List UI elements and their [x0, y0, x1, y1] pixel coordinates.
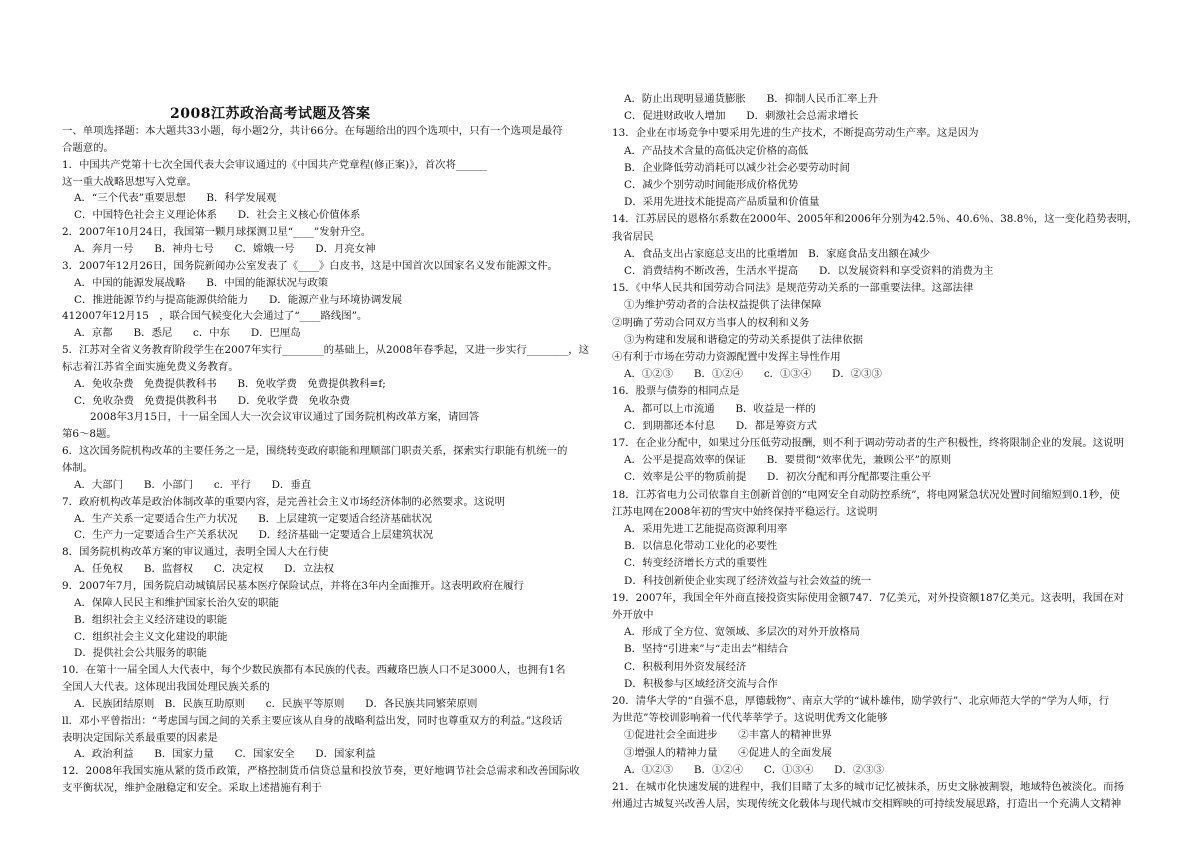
text-line: A．生产关系一定要适合生产力状况 B．上层建筑一定要适合经济基础状况 [74, 512, 433, 525]
text-line: 5．江苏对全省义务教育阶段学生在2007年实行________的基础上，从2008年春季起，又进一步实行________，这 [62, 344, 590, 357]
text-line: D．积极参与区域经济交流与合作 [624, 677, 778, 690]
text-line: 1．中国共产党第十七次全国代表大会审议通过的《中国共产党章程(修正案)》，首次将______ [62, 158, 488, 171]
text-line: ③为构建和发展和谐稳定的劳动关系提供了法律依据 [624, 333, 863, 346]
text-line: C．效率是公平的物质前提 D．初次分配和再分配都要注重公平 [624, 471, 932, 484]
text-line: 体制。 [62, 462, 94, 474]
text-line: B．以信息化带动工业化的必要性 [624, 540, 778, 553]
text-line: A．形成了全方位、宽领域、多层次的对外开放格局 [624, 626, 861, 639]
text-line: 412007年12月15 ，联合国气候变化大会通过了“____路线图”。 [62, 310, 368, 323]
text-line: 9．2007年7月，国务院启动城镇居民基本医疗保险试点，并将在3年内全面推开。这表明政府在履行 [62, 579, 524, 592]
text-line: D．科技创新使企业实现了经济效益与社会效益的统一 [624, 574, 872, 587]
text-line: 2008年3月15日，十一届全国人大一次会议审议通过了国务院机构改革方案，请回答 [90, 411, 480, 424]
text-line: C．免收杂费 免费提供教科书 D．免收学费 免收杂费 [74, 394, 351, 407]
text-line: A．防止出现明显通货膨胀 B．抑制人民币汇率上升 [624, 93, 879, 105]
text-line: 13．企业在市场竞争中要采用先进的生产技术，不断提高劳动生产率。这是因为 [612, 127, 979, 140]
text-line: D．提供社会公共服务的职能 [74, 647, 208, 660]
text-line: A．公平是提高效率的保证 B．要贯彻“效率优先，兼顾公平”的原则 [624, 454, 952, 467]
text-line: ③增强人的精神力量 ④促进人的全面发展 [624, 746, 832, 759]
text-line: 外开放中 [612, 609, 654, 621]
text-line: 合题意的。 [62, 141, 114, 154]
text-line: C．中国特色社会主义理论体系 D．社会主义核心价值体系 [74, 209, 361, 222]
text-line: C．促进财政收人增加 D．刺激社会总需求增长 [624, 110, 859, 123]
text-line: 2．2007年10月24日，我国第一颗月球探测卫星“____”发射升空。 [62, 226, 372, 239]
text-line: 江苏电网在2008年初的雪灾中始终保持平稳运行。这说明 [612, 505, 878, 518]
text-line: 7．政府机构改革是政治体制改革的重要内容，是完善社会主义市场经济体制的必然要求。这说明 [62, 495, 506, 508]
text-line: ①为维护劳动者的合法权益提供了法律保障 [624, 299, 822, 312]
text-line: C．组织社会主义文化建设的职能 [74, 630, 228, 643]
text-line: 第6～8题。 [62, 428, 117, 441]
text-line: 10．在第十一届全国人大代表中，每个少数民族都有本民族的代表。西藏珞巴族人口不足3000人，也拥有1名 [62, 664, 566, 677]
text-line: 14．江苏居民的恩格尔系数在2000年、2005年和2006年分别为42.5％、40.6％、38.8％，这一变化趋势表明， [612, 213, 1138, 226]
text-line: 6．这次国务院机构改革的主要任务之一是，围绕转变政府职能和理顺部门职责关系，探索实行职能有机统一的 [62, 445, 568, 458]
text-line: A．中国的能源发展战略 B．中国的能源状况与政策 [74, 276, 329, 289]
text-line: A．①②③ B．①②④ c．①③④ D．②③③ [624, 368, 882, 381]
text-line: 15．《中华人民共和国劳动合同法》是规范劳动关系的一部重要法律。这部法律 [612, 282, 974, 295]
text-line: A．保障人民民主和维护国家长治久安的职能 [74, 596, 279, 609]
text-line: 19．2007年，我国全年外商直接投资实际使用金额747．7亿美元，对外投资额187亿美元。这表明，我国在对 [612, 591, 1124, 604]
text-line: 8．国务院机构改革方案的审议通过，表明全国人大在行使 [62, 546, 329, 559]
text-line: ①促进社会全面进步 ②丰富人的精神世界 [624, 729, 832, 742]
text-line: A．①②③ B．①②④ C．①③④ D．②③③ [624, 763, 885, 776]
document-title: 2008江苏政治高考试题及答案 [170, 106, 371, 122]
text-line: A．任免权 B．监督权 C．决定权 D．立法权 [74, 563, 335, 576]
text-line: 我省居民 [612, 230, 654, 243]
text-line: C．消费结构不断改善，生活水平提高 D．以发展资料和享受资料的消费为主 [624, 265, 994, 277]
text-line: 这一重大战略思想写入党章。 [62, 175, 198, 188]
text-line: 全国人大代表。这体现出我国处理民族关系的 [62, 681, 270, 694]
text-line: A．免收杂费 免费提供教科书 B．免收学费 免费提供教科≡f; [74, 377, 386, 390]
text-line: 表明决定国际关系最重要的因素是 [62, 731, 218, 744]
text-line: A．民族团结原则 B．民族互助原则 c．民族平等原则 D．各民族共同繁荣原则 [74, 697, 478, 710]
text-line: A．采用先进工艺能提高资源利用率 [624, 523, 788, 535]
text-line: B．组织社会主义经济建设的职能 [74, 613, 228, 626]
text-line: A．政治利益 B．国家力量 C．国家安全 D．国家利益 [74, 748, 376, 761]
text-line: 支平衡状况，维护金融稳定和安全。采取上述措施有利于 [62, 782, 322, 795]
text-line: D．采用先进技术能提高产品质量和价值量 [624, 196, 820, 209]
text-line: C．积极利用外资发展经济 [624, 660, 747, 673]
text-line: C．到期都还本付息 D．都是筹资方式 [624, 419, 817, 432]
text-line: B．坚持“引进来”与“走出去”相结合 [624, 643, 788, 656]
text-line: 3．2007年12月26日，国务院新闻办公室发表了《____》白皮书，这是中国首次以国家名义发布能源文件。 [62, 259, 558, 272]
text-line: C．生产力一定要适合生产关系状况 D．经济基础一定要适合上层建筑状况 [74, 529, 434, 542]
text-line: C．减少个别劳动时间能形成价格优势 [624, 179, 799, 191]
text-line: 州通过古城复兴改善人居，实现传统文化载体与现代城市交相辉映的可持续发展思路，打造出一个充满人文精神 [612, 798, 1122, 811]
text-line: 为世范”等校训影响着一代代莘莘学子。这说明优秀文化能够 [612, 712, 888, 725]
text-line: A．“三个代表”重要思想 B．科学发展观 [74, 192, 277, 205]
text-line: A．食品支出占家庭总支出的比重增加 B．家庭食品支出额在减少 [624, 247, 931, 260]
text-line: C．转变经济增长方式的重要性 [624, 557, 768, 570]
text-line: A．京都 B．悉尼 c．中东 D．巴厘岛 [74, 327, 301, 340]
text-line: 17．在企业分配中，如果过分压低劳动报酬，则不利于调动劳动者的生产积极性，终将限制企业的发展。这说明 [612, 437, 1124, 449]
text-line: A．产品技术含量的高低决定价格的高低 [624, 144, 809, 157]
text-line: 21．在城市化快速发展的进程中，我们目睹了太多的城市记忆被抹杀，历史文脉被割裂，地域特色被淡化。而扬 [612, 781, 1124, 793]
text-line: A．都可以上市流通 B．收益是一样的 [624, 402, 816, 415]
text-line: 一、单项选择题：本大题共33小题，每小题2分，共计66分。在每题给出的四个选项中，只有一个选项是最符 [62, 125, 563, 137]
text-line: ll．邓小平曾指出：“考虑国与国之间的关系主要应该从自身的战略利益出发，同时也尊重双方的利益。”这段话 [62, 714, 563, 727]
text-line: 18．江苏省电力公司依靠自主创新首创的“电网安全自动防控系统”，将电网紧急状况处置时间缩短到0.1秒，使 [612, 488, 1120, 501]
text-line: ④有利于市场在劳动力资源配置中发挥主导性作用 [612, 351, 841, 363]
text-line: 16．股票与债券的相同点是 [612, 385, 740, 398]
text-line: ②明确了劳动合同双方当事人的权利和义务 [612, 316, 810, 329]
text-line: C．推进能源节约与提高能源供给能力 D．能源产业与环境协调发展 [74, 293, 402, 306]
text-line: B．企业降低劳动消耗可以减少社会必要劳动时间 [624, 161, 850, 174]
text-line: A．奔月一号 B．神舟七号 C．嫦娥一号 D．月亮女神 [74, 242, 376, 255]
text-line: 20．清华大学的“自强不息，厚德载物”、南京大学的“诚朴雄伟，励学敦行”、北京师范大学的“学为人师，行 [612, 695, 1109, 707]
text-line: A．大部门 B．小部门 c．平行 D．垂直 [74, 478, 312, 491]
text-line: 标志着江苏省全面实施免费义务教育。 [62, 360, 239, 373]
text-line: 12．2008年我国实施从紧的货币政策，严格控制货币信贷总量和投放节奏，更好地调节社会总需求和改善国际收 [62, 765, 580, 778]
